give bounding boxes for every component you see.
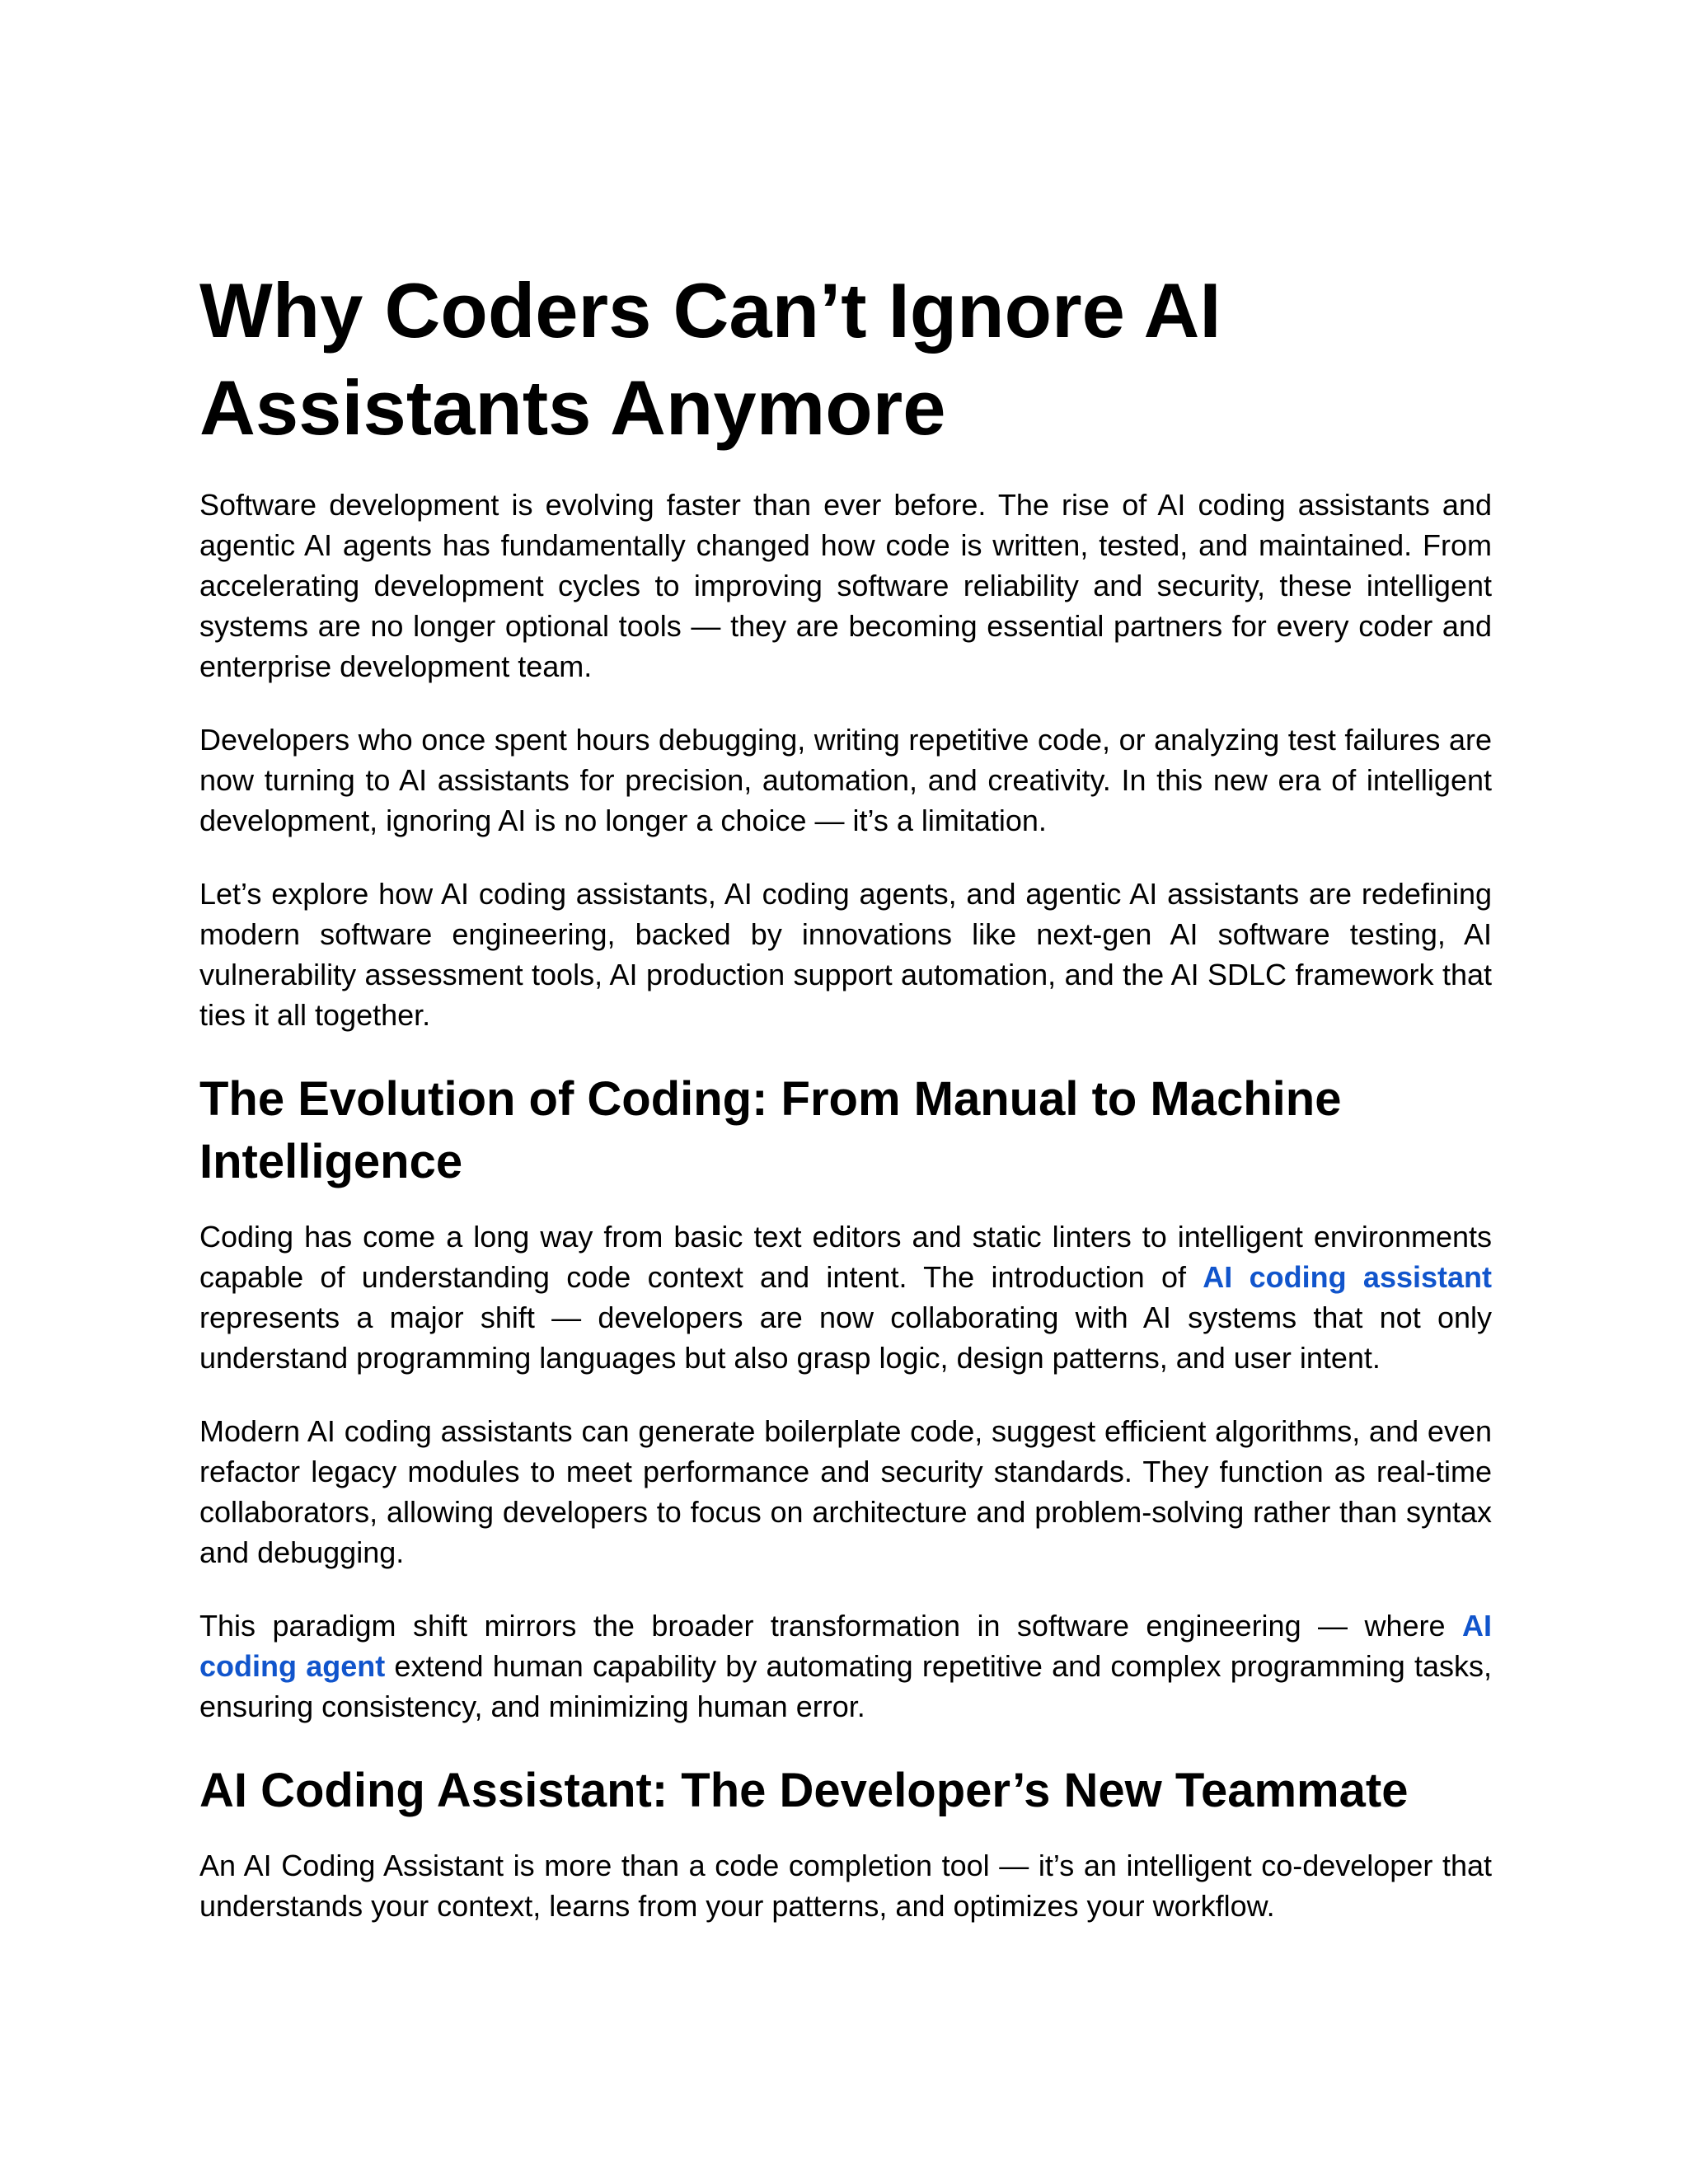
evolution-p3-text-after: extend human capability by automating repetitive and complex programming tasks, ensuring consistency, and minimizing human error. xyxy=(199,1649,1493,1723)
ai-coding-assistant-link[interactable]: AI coding assistant xyxy=(1203,1260,1492,1294)
intro-paragraph-1: Software development is evolving faster than ever before. The rise of AI coding assistants and agentic AI agents has fundamentally changed how code is written, tested, and maintained. From accelerating development cycles to improving software reliability and security, these intelligent systems are no longer optional tools — they are becoming essential partners for every coder and enterprise development team. xyxy=(199,488,1492,683)
evolution-paragraph-1 xyxy=(199,1216,1492,1378)
evolution-paragraph-2: Modern AI coding assistants can generate boilerplate code, suggest efficient algorithms, and even refactor legacy modules to meet performance and security standards. They function as real-time collaborators, allowing developers to focus on architecture and problem-solving rather than syntax and debugging. xyxy=(199,1414,1492,1569)
evolution-p1-text-before: Coding has come a long way from basic text editors and static linters to intelligent environments capable of understanding code context and intent. The introduction of xyxy=(199,1220,1492,1294)
page-title: Why Coders Can’t Ignore AI Assistants Anymore xyxy=(199,267,1221,451)
section-heading-evolution: The Evolution of Coding: From Manual to Machine Intelligence xyxy=(199,1072,1342,1188)
section-heading-teammate: AI Coding Assistant: The Developer’s New Teammate xyxy=(199,1764,1409,1817)
evolution-p3-text-before: This paradigm shift mirrors the broader transformation in software engineering — where xyxy=(199,1609,1462,1643)
teammate-paragraph-1: An AI Coding Assistant is more than a code completion tool — it’s an intelligent co-developer that understands your context, learns from your patterns, and optimizes your workflow. xyxy=(199,1849,1492,1923)
evolution-p1-text-after: represents a major shift — developers are now collaborating with AI systems that not only understand programming languages but also grasp logic, design patterns, and user intent. xyxy=(199,1301,1492,1375)
evolution-paragraph-3 xyxy=(199,1605,1492,1727)
document-page xyxy=(199,262,1492,1959)
intro-paragraph-2: Developers who once spent hours debugging, writing repetitive code, or analyzing test failures are now turning to AI assistants for precision, automation, and creativity. In this new era of intelligent development, ignoring AI is no longer a choice — it’s a limitation. xyxy=(199,723,1492,837)
ai-coding-agent-link[interactable]: AI coding agent xyxy=(199,1609,1492,1683)
intro-paragraph-3: Let’s explore how AI coding assistants, AI coding agents, and agentic AI assistants are redefining modern software engineering, backed by innovations like next-gen AI software testing, AI vulnerability assessment tools, AI production support automation, and the AI SDLC framework that ties it all together. xyxy=(199,877,1492,1032)
